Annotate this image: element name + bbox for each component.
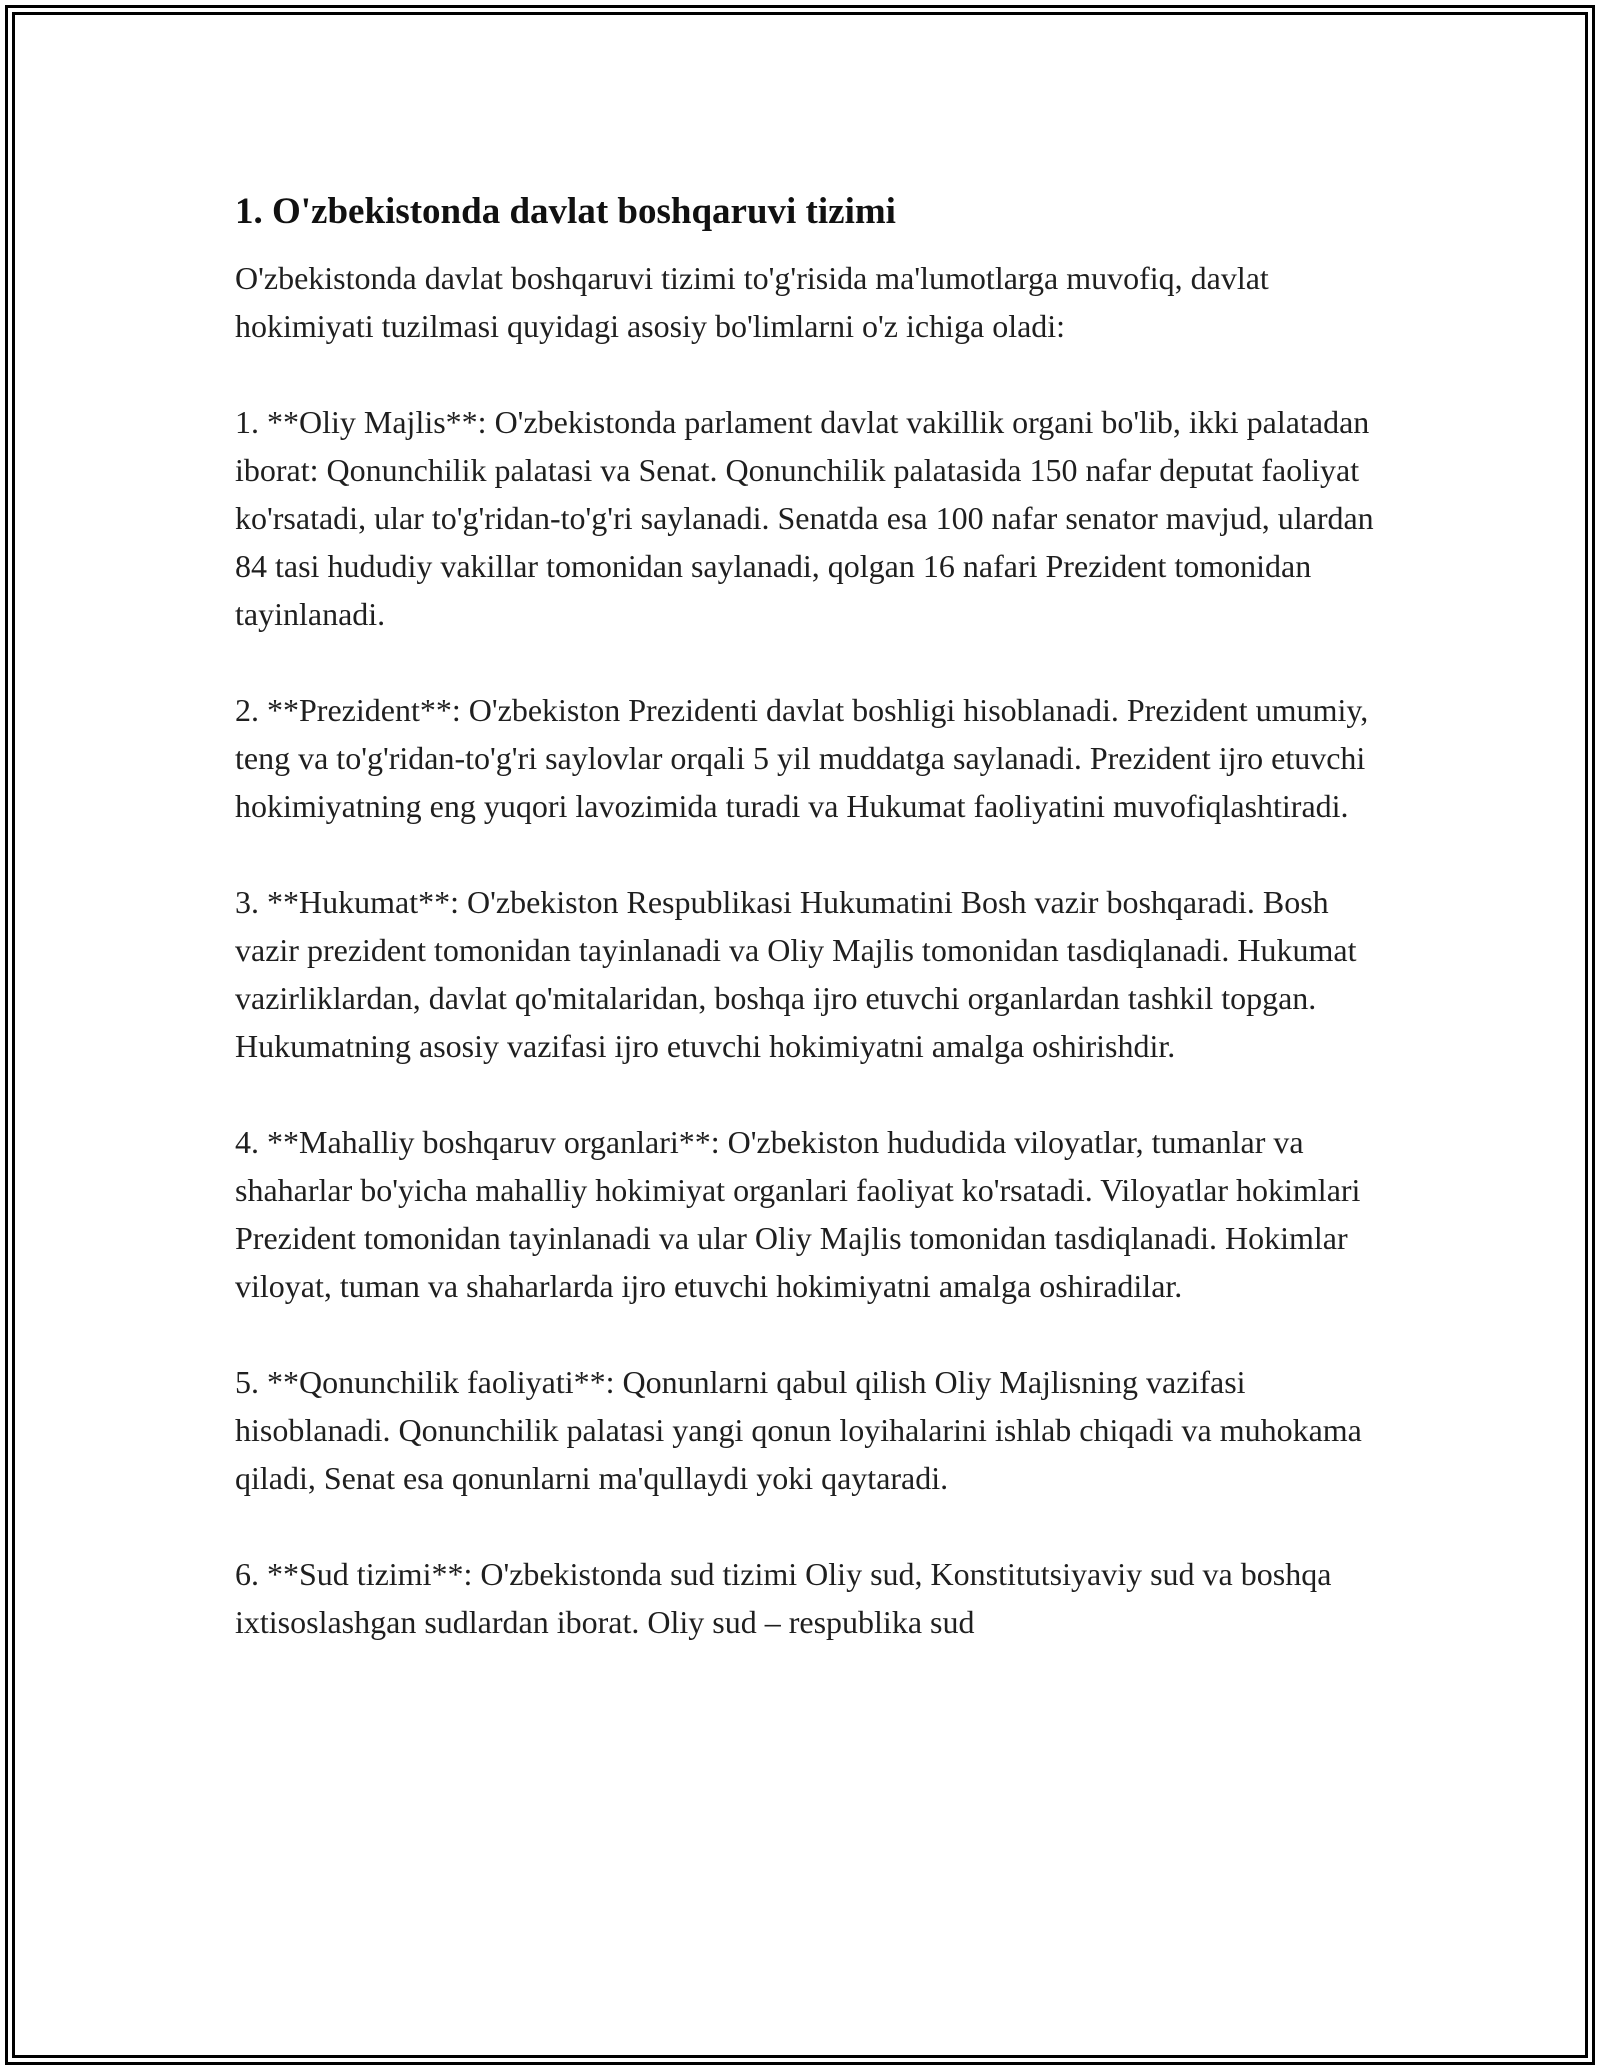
item-sud-tizimi: 6. **Sud tizimi**: O'zbekistonda sud tizimi Oliy sud, Konstitutsiyaviy sud va boshqa ixtisoslashgan sudlardan iborat. Oliy sud – respublika sud xyxy=(235,1556,1332,1640)
item-oliy-majlis: 1. **Oliy Majlis**: O'zbekistonda parlament davlat vakillik organi bo'lib, ikki palatadan iborat: Qonunchilik palatasi va Senat. Qonunchilik palatasida 150 nafar deputat faoliyat ko'rsatadi, ular to'g'ridan-to'g'ri saylanadi. Senatda esa 100 nafar senator mavjud, ulardan 84 tasi hududiy vakillar tomonidan saylanadi, qolgan 16 nafari Prezident tomonidan tayinlanadi. xyxy=(235,404,1374,632)
document-body xyxy=(235,184,1385,1646)
document-title: 1. O'zbekistonda davlat boshqaruvi tizimi xyxy=(235,191,896,232)
intro-paragraph: O'zbekistonda davlat boshqaruvi tizimi to'g'risida ma'lumotlarga muvofiq, davlat hokimiyati tuzilmasi quyidagi asosiy bo'limlarni o'z ichiga oladi: xyxy=(235,260,1269,344)
item-hukumat: 3. **Hukumat**: O'zbekiston Respublikasi Hukumatini Bosh vazir boshqaradi. Bosh vazir prezident tomonidan tayinlanadi va Oliy Majlis tomonidan tasdiqlanadi. Hukumat vazirliklardan, davlat qo'mitalaridan, boshqa ijro etuvchi organlardan tashkil topgan. Hukumatning asosiy vazifasi ijro etuvchi hokimiyatni amalga oshirishdir. xyxy=(235,884,1357,1064)
item-mahalliy-boshqaruv: 4. **Mahalliy boshqaruv organlari**: O'zbekiston hududida viloyatlar, tumanlar va shaharlar bo'yicha mahalliy hokimiyat organlari faoliyat ko'rsatadi. Viloyatlar hokimlari Prezident tomonidan tayinlanadi va ular Oliy Majlis tomonidan tasdiqlanadi. Hokimlar viloyat, tuman va shaharlarda ijro etuvchi hokimiyatni amalga oshiradilar. xyxy=(235,1124,1361,1304)
item-prezident: 2. **Prezident**: O'zbekiston Prezidenti davlat boshligi hisoblanadi. Prezident umumiy, teng va to'g'ridan-to'g'ri saylovlar orqali 5 yil muddatga saylanadi. Prezident ijro etuvchi hokimiyatning eng yuqori lavozimida turadi va Hukumat faoliyatini muvofiqlashtiradi. xyxy=(235,692,1369,824)
item-qonunchilik-faoliyati: 5. **Qonunchilik faoliyati**: Qonunlarni qabul qilish Oliy Majlisning vazifasi hisoblanadi. Qonunchilik palatasi yangi qonun loyihalarini ishlab chiqadi va muhokama qiladi, Senat esa qonunlarni ma'qullaydi yoki qaytaradi. xyxy=(235,1364,1362,1496)
